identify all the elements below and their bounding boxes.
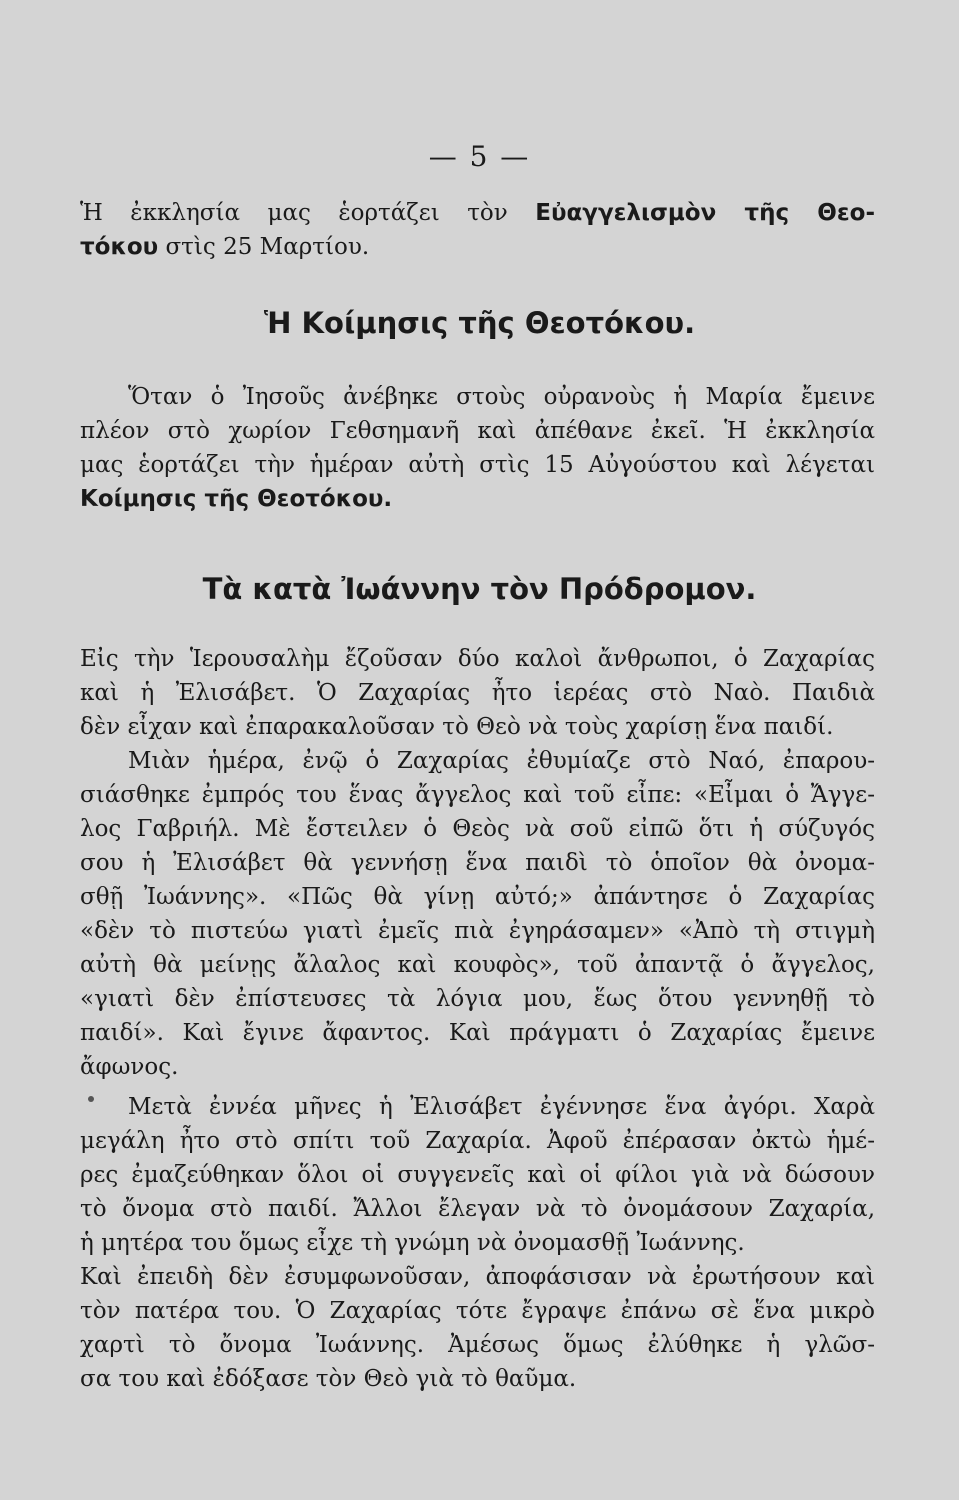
paragraph-line: σιάσθηκε ἐμπρός του ἕνας ἄγγελος καὶ τοῦ εἶπε: «Εἶμαι ὁ Ἄγγε- xyxy=(80,782,875,808)
section-1-line: Ὅταν ὁ Ἰησοῦς ἀνέβηκε στοὺς οὐρανοὺς ἡ Μαρία ἔμεινε xyxy=(128,384,875,410)
paragraph-line: μεγάλη ἦτο στὸ σπίτι τοῦ Ζαχαρία. Ἀφοῦ ἐπέρασαν ὀκτὼ ἡμέ- xyxy=(80,1128,875,1154)
section-2-paragraph-2 xyxy=(80,744,875,1084)
paragraph-line: Μιὰν ἡμέρα, ἐνῷ ὁ Ζαχαρίας ἐθυμίαζε στὸ Ναό, ἐπαρου- xyxy=(128,748,875,774)
paragraph-line: σα του καὶ ἐδόξασε τὸν Θεὸ γιὰ τὸ θαῦμα. xyxy=(80,1366,577,1392)
page-number: — 5 — xyxy=(428,140,531,173)
section-1-line: μας ἑορτάζει τὴν ἡμέραν αὐτὴ στὶς 15 Αὐγούστου καὶ λέγεται xyxy=(80,452,875,478)
paragraph-line: χαρτὶ τὸ ὄνομα Ἰωάννης. Ἀμέσως ὅμως ἐλύθηκε ἡ γλῶσ- xyxy=(80,1332,875,1358)
section-1-line: πλέον στὸ χωρίον Γεθσημανῆ καὶ ἀπέθανε ἐκεῖ. Ἡ ἐκκλησία xyxy=(80,418,875,444)
paragraph-line: «δὲν τὸ πιστεύω γιατὶ ἐμεῖς πιὰ ἐγηράσαμεν» «Ἀπὸ τὴ στιγμὴ xyxy=(80,918,875,944)
section-2-paragraph-3 xyxy=(80,1090,875,1396)
paragraph-line: Εἰς τὴν Ἱερουσαλὴμ ἔζοῦσαν δύο καλοὶ ἄνθρωποι, ὁ Ζαχαρίας xyxy=(80,646,875,672)
intro-line-1-text: Ἡ ἐκκλησία μας ἑορτάζει τὸν xyxy=(80,200,508,226)
paragraph-line: τὸν πατέρα του. Ὁ Ζαχαρίας τότε ἔγραψε ἐπάνω σὲ ἕνα μικρὸ xyxy=(80,1298,875,1324)
ink-spot xyxy=(88,1096,94,1102)
intro-line-1-bold: Εὐαγγελισμὸν τῆς Θεο- xyxy=(535,200,875,226)
section-2-paragraph-1 xyxy=(80,642,875,744)
paragraph-line: καὶ ἡ Ἐλισάβετ. Ὁ Ζαχαρίας ἦτο ἱερέας στὸ Ναὸ. Παιδιὰ xyxy=(80,680,875,706)
paragraph-line: λος Γαβριήλ. Μὲ ἔστειλεν ὁ Θεὸς νὰ σοῦ εἰπῶ ὅτι ἡ σύζυγός xyxy=(80,816,875,842)
paragraph-line: αὐτὴ θὰ μείνῃς ἄλαλος καὶ κουφὸς», τοῦ ἀπαντᾷ ὁ ἄγγελος, xyxy=(80,952,875,978)
intro-line-2-text: στὶς 25 Μαρτίου. xyxy=(165,234,370,260)
paragraph-line: Μετὰ ἐννέα μῆνες ἡ Ἐλισάβετ ἐγέννησε ἕνα ἀγόρι. Χαρὰ xyxy=(128,1094,875,1120)
paragraph-line: δὲν εἶχαν καὶ ἐπαρακαλοῦσαν τὸ Θεὸ νὰ τοὺς χαρίσῃ ἕνα παιδί. xyxy=(80,714,834,740)
paragraph-line: ἄφωνος. xyxy=(80,1054,179,1080)
paragraph-line: παιδί». Καὶ ἔγινε ἄφαντος. Καὶ πράγματι ὁ Ζαχαρίας ἔμεινε xyxy=(80,1020,875,1046)
section-2-body xyxy=(80,642,875,1396)
section-1-heading: Ἡ Κοίμησις τῆς Θεοτόκου. xyxy=(263,306,696,340)
intro-paragraph xyxy=(80,196,875,264)
paragraph-line: ρες ἐμαζεύθηκαν ὅλοι οἱ συγγενεῖς καὶ οἱ φίλοι γιὰ νὰ δώσουν xyxy=(80,1162,875,1188)
paragraph-line: σου ἡ Ἐλισάβετ θὰ γεννήσῃ ἕνα παιδὶ τὸ ὁποῖον θὰ ὀνομα- xyxy=(80,850,875,876)
section-1-paragraph xyxy=(80,380,875,516)
paragraph-line: τὸ ὄνομα στὸ παιδί. Ἄλλοι ἔλεγαν νὰ τὸ ὀνομάσουν Ζαχαρία, xyxy=(80,1196,875,1222)
section-2-heading: Τὰ κατὰ Ἰωάννην τὸν Πρόδρομον. xyxy=(202,572,757,606)
paragraph-line: ἡ μητέρα του ὅμως εἶχε τὴ γνώμη νὰ ὀνομασθῇ Ἰωάννης. xyxy=(80,1230,745,1256)
paragraph-line: σθῇ Ἰωάννης». «Πῶς θὰ γίνῃ αὐτό;» ἀπάντησε ὁ Ζαχαρίας xyxy=(80,884,875,910)
intro-line-2-bold: τόκου xyxy=(80,234,159,260)
section-1-last-line: Κοίμησις τῆς Θεοτόκου. xyxy=(80,486,393,512)
paragraph-line: Καὶ ἐπειδὴ δὲν ἐσυμφωνοῦσαν, ἀποφάσισαν νὰ ἐρωτήσουν καὶ xyxy=(80,1264,875,1290)
intro-line-1 xyxy=(80,196,875,230)
intro-line-2 xyxy=(80,230,875,264)
paragraph-line: «γιατὶ δὲν ἐπίστευσες τὰ λόγια μου, ἕως ὅτου γεννηθῇ τὸ xyxy=(80,986,875,1012)
